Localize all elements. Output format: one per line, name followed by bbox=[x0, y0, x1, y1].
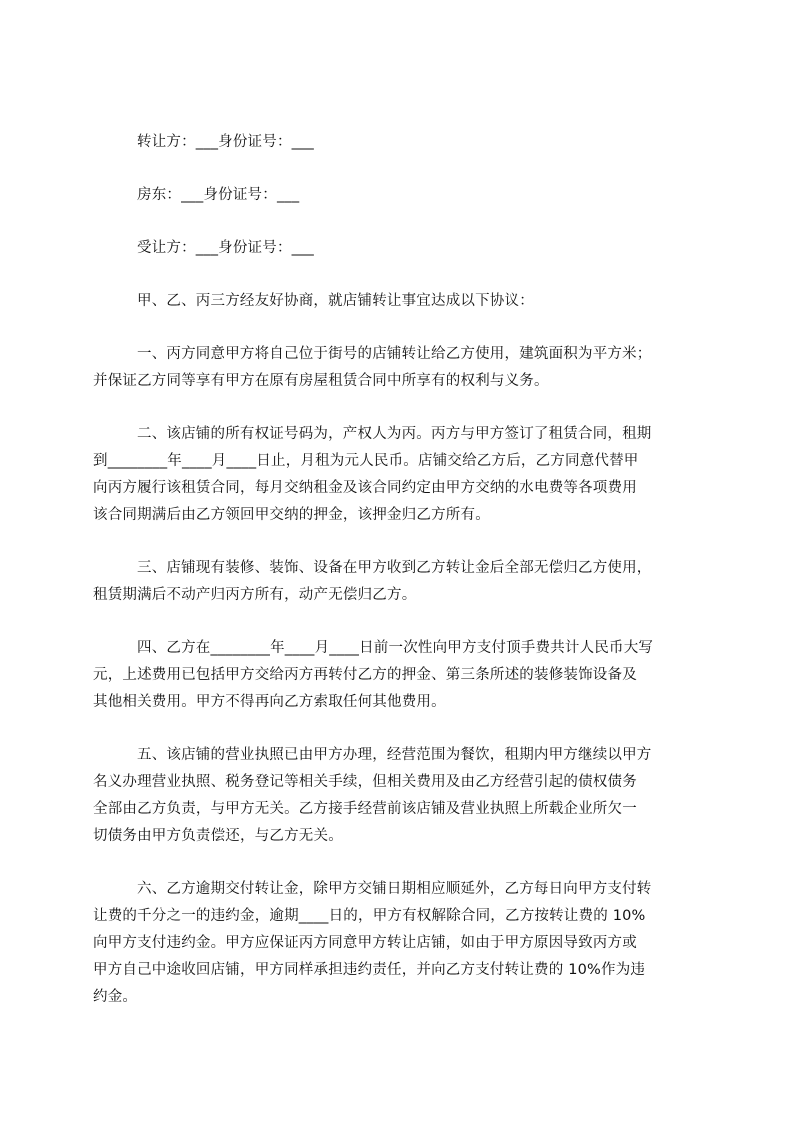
landlord-line: 房东：___身份证号：___ bbox=[137, 187, 300, 203]
transferee-line: 受让方：___身份证号：___ bbox=[137, 240, 314, 256]
clause-6-line-4: 甲方自己中途收回店铺，甲方同样承担违约责任，并向乙方支付转让费的 10%作为违 bbox=[93, 962, 646, 978]
clause-2-line-1: 二、该店铺的所有权证号码为，产权人为丙。丙方与甲方签订了租赁合同，租期 bbox=[137, 426, 652, 442]
clause-3-line-2: 租赁期满后不动产归丙方所有，动产无偿归乙方。 bbox=[93, 587, 417, 603]
clause-1-line-1: 一、丙方同意甲方将自己位于街号的店铺转让给乙方使用，建筑面积为平方米； bbox=[137, 346, 652, 362]
clause-4-line-2: 元，上述费用已包括甲方交给丙方再转付乙方的押金、第三条所述的装修装饰设备及 bbox=[93, 667, 637, 683]
transferor-line: 转让方：___身份证号：___ bbox=[137, 134, 314, 150]
clause-6-line-2: 让费的千分之一的违约金，逾期____日的，甲方有权解除合同，乙方按转让费的 10% bbox=[93, 908, 646, 924]
clause-2-line-2: 到________年____月____日止，月租为元人民币。店铺交给乙方后，乙方同意代替甲 bbox=[93, 453, 639, 469]
clause-5-line-2: 名义办理营业执照、税务登记等相关手续，但相关费用及由乙方经营引起的债权债务 bbox=[93, 774, 637, 790]
clause-5-line-4: 切债务由甲方负责偿还，与乙方无关。 bbox=[93, 828, 343, 844]
clause-2-line-3: 向丙方履行该租赁合同，每月交纳租金及该合同约定由甲方交纳的水电费等各项费用 bbox=[93, 480, 637, 496]
clause-6-line-3: 向甲方支付违约金。甲方应保证丙方同意甲方转让店铺，如由于甲方原因导致丙方或 bbox=[93, 935, 637, 951]
clause-1-line-2: 并保证乙方同等享有甲方在原有房屋租赁合同中所享有的权利与义务。 bbox=[93, 373, 549, 389]
clause-4-line-3: 其他相关费用。甲方不得再向乙方索取任何其他费用。 bbox=[93, 694, 446, 710]
agreement-intro: 甲、乙、丙三方经友好协商，就店铺转让事宜达成以下协议： bbox=[137, 293, 534, 309]
clause-5-line-3: 全部由乙方负责，与甲方无关。乙方接手经营前该店铺及营业执照上所载企业所欠一 bbox=[93, 801, 637, 817]
clause-6-line-5: 约金。 bbox=[93, 989, 138, 1005]
clause-4-line-1: 四、乙方在________年____月____日前一次性向甲方支付顶手费共计人民币大写 bbox=[137, 640, 654, 656]
clause-6-line-1: 六、乙方逾期交付转让金，除甲方交铺日期相应顺延外，乙方每日向甲方支付转 bbox=[137, 881, 652, 897]
clause-3-line-1: 三、店铺现有装修、装饰、设备在甲方收到乙方转让金后全部无偿归乙方使用， bbox=[137, 560, 652, 576]
clause-5-line-1: 五、该店铺的营业执照已由甲方办理，经营范围为餐饮，租期内甲方继续以甲方 bbox=[137, 747, 652, 763]
clause-2-line-4: 该合同期满后由乙方领回甲交纳的押金，该押金归乙方所有。 bbox=[93, 507, 490, 523]
